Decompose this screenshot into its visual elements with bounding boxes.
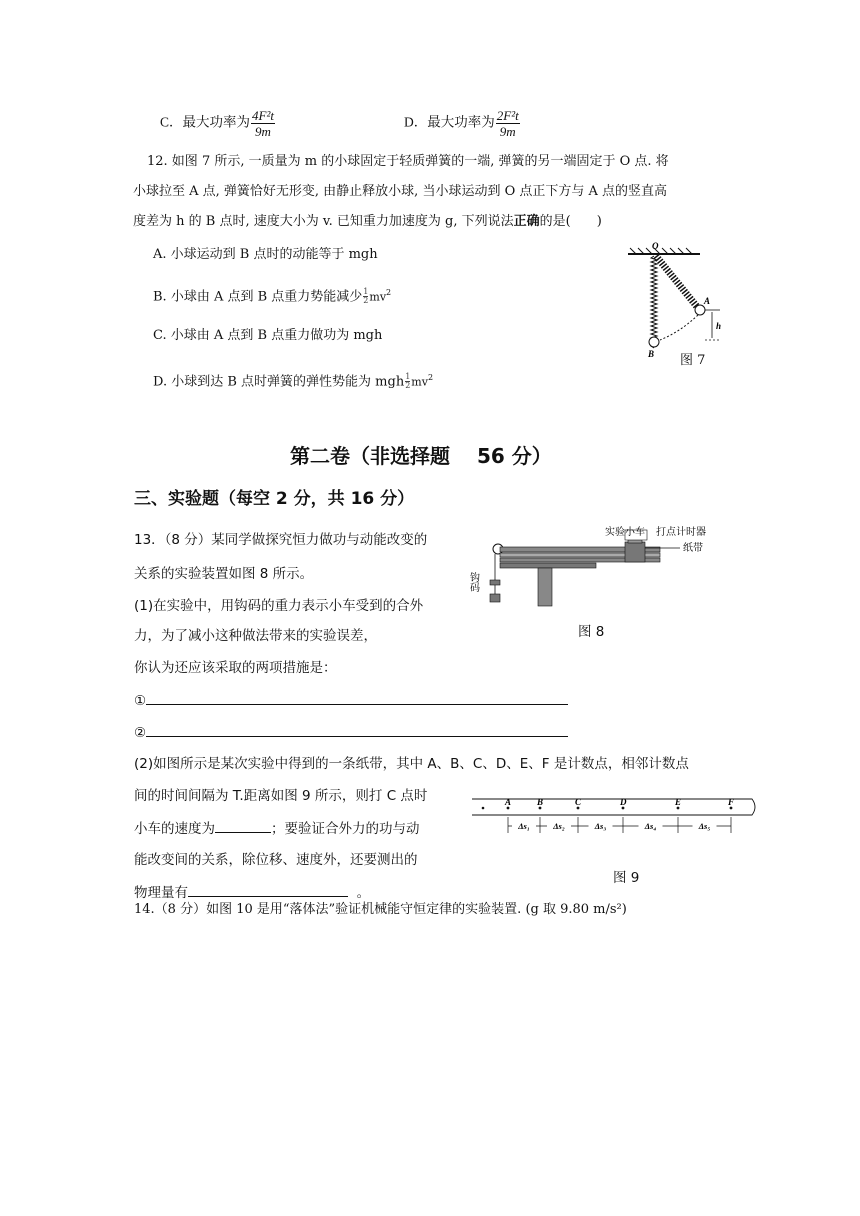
q12-stem-line2 bbox=[133, 182, 733, 201]
tape-intervals bbox=[508, 820, 731, 831]
text: 。 bbox=[356, 885, 371, 901]
tape-point-f bbox=[730, 807, 733, 810]
label-o: O bbox=[652, 241, 659, 251]
label-b: B bbox=[648, 349, 655, 359]
superscript: 2 bbox=[386, 288, 392, 297]
q12-stem-text: 的是( ) bbox=[539, 214, 602, 229]
q12-option-a: A. 小球运动到 B 点时的动能等于 mgh bbox=[153, 247, 378, 262]
half-fraction bbox=[363, 288, 368, 305]
ball-b bbox=[649, 337, 659, 347]
timer-block bbox=[625, 542, 645, 562]
q14-text: 14.（8 分）如图 10 是用“落体法”验证机械能守恒定律的实验装置. (g 取 9.80 m/s²) bbox=[134, 902, 627, 917]
q12-option-d-mv: mv bbox=[411, 375, 428, 389]
tape-label-b: B bbox=[537, 797, 544, 807]
q11-option-d-denominator: 9m bbox=[499, 124, 516, 139]
half-fraction bbox=[405, 373, 410, 390]
q11-option-d-fraction bbox=[496, 108, 520, 139]
blank2-label: ② bbox=[134, 725, 147, 741]
q12-stem-text: 度差为 h 的 B 点时, 速度大小为 v. 已知重力加速度为 g, 下列说法 bbox=[133, 214, 514, 229]
tape-label-c: C bbox=[575, 797, 582, 807]
blank1-line[interactable] bbox=[146, 690, 568, 705]
figure-7-label: 图 7 bbox=[680, 353, 706, 368]
q12-stem-line3 bbox=[133, 212, 733, 231]
q11-option-c-fraction bbox=[251, 108, 275, 139]
figure-9-label: 图 9 bbox=[613, 870, 640, 886]
text: ；要验证合外力的功与动 bbox=[271, 821, 420, 837]
figure-8-diagram bbox=[467, 520, 715, 620]
q13-line1: 13．（8 分）某同学做探究恒力做功与动能改变的 bbox=[134, 532, 428, 548]
q11-option-c-numerator: 4F²t bbox=[252, 108, 274, 123]
tape-point-a bbox=[507, 807, 510, 810]
q11-option-d-numerator: 2F²t bbox=[496, 108, 519, 123]
figure-9-diagram bbox=[468, 795, 768, 845]
q13-blank2-row bbox=[134, 722, 568, 743]
text: 小车的速度为 bbox=[134, 821, 215, 837]
label-timer: 打点计时器 bbox=[656, 527, 706, 538]
quantity-blank[interactable] bbox=[188, 882, 348, 897]
half-num: 1 bbox=[363, 287, 369, 297]
label-weight: 钩码 bbox=[467, 572, 479, 592]
q11-option-c-denominator: 9m bbox=[255, 124, 271, 139]
text: 物理量有 bbox=[134, 885, 188, 901]
tape-point-e bbox=[677, 807, 680, 810]
tape-label-e: E bbox=[675, 797, 682, 807]
label-a: A bbox=[704, 296, 711, 306]
half-num: 1 bbox=[405, 372, 411, 382]
q12-stem-emphasis: 正确 bbox=[513, 214, 540, 229]
ball-a bbox=[695, 305, 705, 315]
weight-top bbox=[490, 580, 500, 585]
ceiling-hatch bbox=[628, 248, 700, 254]
tape-point-c bbox=[577, 807, 580, 810]
interval-label-1: Δs₁ bbox=[518, 821, 530, 831]
interval-label-4: Δs₄ bbox=[644, 821, 657, 831]
label-h: h bbox=[716, 321, 722, 331]
blank1-label: ① bbox=[134, 693, 147, 709]
figure-8-label: 图 8 bbox=[578, 624, 605, 640]
q13-p2-line3 bbox=[134, 818, 420, 839]
q13-p2-line1: (2)如图所示是某次实验中得到的一条纸带，其中 A、B、C、D、E、F 是计数点，相邻计数点 bbox=[134, 756, 689, 772]
q11-option-c bbox=[160, 108, 275, 139]
q12-option-c: C. 小球由 A 点到 B 点重力做功为 mgh bbox=[153, 328, 383, 343]
q11-option-d bbox=[404, 108, 520, 139]
trajectory-dashed bbox=[660, 315, 698, 340]
q12-option-b-text: B. 小球由 A 点到 B 点重力势能减少 bbox=[153, 289, 363, 305]
half-den: 2 bbox=[363, 296, 369, 306]
half-den: 2 bbox=[405, 381, 411, 391]
q13-line3: (1)在实验中，用钩码的重力表示小车受到的合外 bbox=[134, 598, 424, 614]
label-cart: 实验小车 bbox=[605, 527, 645, 538]
tape-point-d bbox=[622, 807, 625, 810]
velocity-blank[interactable] bbox=[215, 818, 271, 833]
interval-label-2: Δs₂ bbox=[553, 821, 565, 831]
tape-outline bbox=[472, 799, 755, 815]
tape-dot bbox=[482, 807, 485, 810]
q13-line5: 你认为还应该采取的两项措施是： bbox=[134, 660, 337, 676]
tape-point-b bbox=[539, 807, 542, 810]
tape-label-d: D bbox=[620, 797, 627, 807]
interval-label-5: Δs₅ bbox=[698, 821, 711, 831]
q11-option-d-text: D．最大功率为 bbox=[404, 114, 495, 130]
tape-label-a: A bbox=[505, 797, 512, 807]
tape-label-f: F bbox=[728, 797, 735, 807]
q12-stem bbox=[147, 152, 737, 182]
superscript: 2 bbox=[427, 373, 434, 382]
label-tape: 纸带 bbox=[683, 543, 703, 554]
q11-option-c-text: C．最大功率为 bbox=[160, 114, 251, 130]
section3-title: 三、实验题（每空 2 分，共 16 分） bbox=[134, 489, 415, 509]
blank2-line[interactable] bbox=[146, 722, 568, 737]
q12-stem-line: 12. 如图 7 所示, 一质量为 m 的小球固定于轻质弹簧的一端, 弹簧的另一端固定于 O 点. 将 bbox=[147, 154, 669, 169]
interval-label-3: Δs₃ bbox=[594, 821, 607, 831]
q13-p2-line4: 能改变间的关系，除位移、速度外，还要测出的 bbox=[134, 852, 418, 868]
q13-blank1-row bbox=[134, 690, 568, 711]
q12-option-b bbox=[153, 283, 391, 306]
table-leg bbox=[538, 568, 552, 606]
diagonal-spring bbox=[656, 256, 698, 308]
vertical-spring bbox=[651, 256, 657, 348]
q13-p2-line2: 间的时间间隔为 T.距离如图 9 所示，则打 C 点时 bbox=[134, 788, 428, 804]
q12-stem-line: 小球拉至 A 点, 弹簧恰好无形变, 由静止释放小球, 当小球运动到 O 点正下方与 A 点的竖直高 bbox=[133, 184, 668, 199]
weight-bottom bbox=[490, 594, 500, 602]
q13-line2: 关系的实验装置如图 8 所示。 bbox=[134, 566, 314, 582]
part2-title: 第二卷（非选择题 56 分） bbox=[290, 444, 552, 468]
q13-line4: 力，为了减小这种做法带来的实验误差， bbox=[134, 628, 377, 644]
figure-7-diagram bbox=[620, 240, 730, 365]
q12-option-b-mv: mv bbox=[369, 290, 387, 304]
q12-option-d-text: D. 小球到达 B 点时弹簧的弹性势能为 mgh bbox=[153, 374, 405, 390]
q12-option-d bbox=[153, 368, 433, 391]
table bbox=[500, 563, 596, 568]
